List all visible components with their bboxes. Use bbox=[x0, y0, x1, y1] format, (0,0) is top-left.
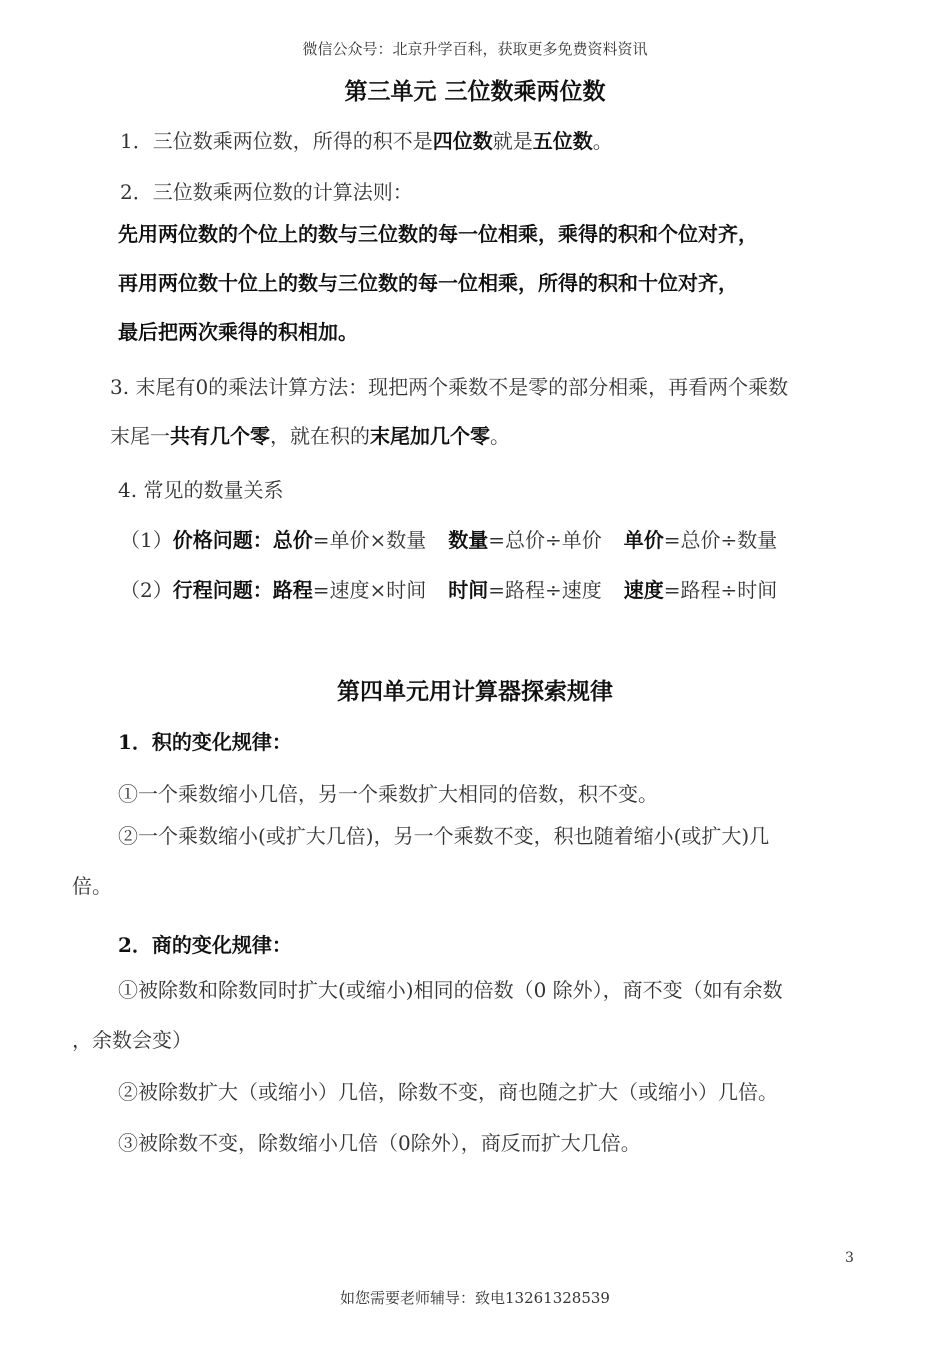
page-number: 3 bbox=[845, 1250, 854, 1266]
unit4-title: 第四单元用计算器探索规律 bbox=[337, 678, 613, 705]
unit4-s1-item-b-line-1: ②一个乘数缩小(或扩大几倍)，另一个乘数不变，积也随着缩小(或扩大)几 bbox=[118, 824, 770, 848]
rel2-key-1: 路程 bbox=[272, 578, 313, 602]
unit3-point-3-line-1: 3. 末尾有0的乘法计算方法：现把两个乘数不是零的部分相乘，再看两个乘数 bbox=[110, 375, 789, 399]
p3-bold-2: 末尾加几个零 bbox=[370, 424, 490, 448]
rule-line-1: 先用两位数的个位上的数与三位数的每一位相乘，乘得的积和个位对齐， bbox=[118, 222, 758, 246]
rel1-formula-3: =总价÷数量 bbox=[663, 528, 778, 552]
rel2-key-2: 时间 bbox=[448, 578, 489, 602]
rel1-key-3: 单价 bbox=[623, 528, 664, 552]
unit4-section-2-title: 2．商的变化规律： bbox=[118, 933, 292, 957]
p1-text-c: 就是 bbox=[492, 129, 533, 153]
unit4-s1-item-a: ①一个乘数缩小几倍，另一个乘数扩大相同的倍数，积不变。 bbox=[118, 782, 658, 806]
rel2-head: 行程问题： bbox=[172, 578, 273, 602]
rel2-key-3: 速度 bbox=[623, 578, 664, 602]
p1-text-d: 。 bbox=[592, 129, 613, 153]
footer-note: 如您需要老师辅导：致电13261328539 bbox=[340, 1289, 610, 1307]
rel2-formula-3: =路程÷时间 bbox=[663, 578, 778, 602]
p1-bold-2: 五位数 bbox=[532, 129, 593, 153]
p1-text-a: 1．三位数乘两位数，所得的积不是 bbox=[120, 129, 433, 153]
rel1-key-2: 数量 bbox=[448, 528, 489, 552]
unit3-point-1 bbox=[120, 125, 613, 154]
p3-bold-1: 共有几个零 bbox=[170, 424, 270, 448]
rel1-num: （1） bbox=[120, 528, 173, 552]
p3-text-d: 。 bbox=[490, 424, 510, 448]
unit4-s2-item-a-line-1: ①被除数和除数同时扩大(或缩小)相同的倍数（0 除外），商不变（如有余数 bbox=[118, 978, 783, 1002]
rel2-formula-1: =速度×时间 bbox=[312, 578, 427, 602]
unit4-s1-item-b-line-2: 倍。 bbox=[72, 874, 112, 898]
p1-bold-1: 四位数 bbox=[432, 129, 493, 153]
rel1-formula-2: =总价÷单价 bbox=[488, 528, 602, 552]
unit4-section-1-title: 1．积的变化规律： bbox=[118, 730, 292, 754]
rule-line-2: 再用两位数十位上的数与三位数的每一位相乘，所得的积和十位对齐， bbox=[118, 271, 738, 295]
relation-price bbox=[120, 524, 777, 553]
rel1-key-1: 总价 bbox=[272, 528, 313, 552]
relation-travel bbox=[120, 574, 777, 603]
unit4-s2-item-c: ③被除数不变，除数缩小几倍（0除外），商反而扩大几倍。 bbox=[118, 1131, 641, 1155]
rule-line-3: 最后把两次乘得的积相加。 bbox=[118, 320, 358, 344]
unit3-point-2: 2．三位数乘两位数的计算法则： bbox=[120, 180, 413, 204]
unit4-s2-item-a-line-2: ，余数会变） bbox=[72, 1028, 192, 1052]
rel1-formula-1: =单价×数量 bbox=[312, 528, 427, 552]
unit4-s2-item-b: ②被除数扩大（或缩小）几倍，除数不变，商也随之扩大（或缩小）几倍。 bbox=[118, 1080, 778, 1104]
header-note: 微信公众号：北京升学百科，获取更多免费资料资讯 bbox=[302, 40, 648, 58]
unit3-point-4: 4. 常见的数量关系 bbox=[118, 478, 284, 502]
p3-text-a: 末尾一 bbox=[110, 424, 170, 448]
rel2-num: （2） bbox=[120, 578, 173, 602]
unit3-point-3-line-2 bbox=[110, 420, 510, 449]
rel2-formula-2: =路程÷速度 bbox=[488, 578, 602, 602]
p3-text-c: ，就在积的 bbox=[270, 424, 370, 448]
unit3-title: 第三单元 三位数乘两位数 bbox=[344, 78, 606, 105]
rel1-head: 价格问题： bbox=[172, 528, 273, 552]
